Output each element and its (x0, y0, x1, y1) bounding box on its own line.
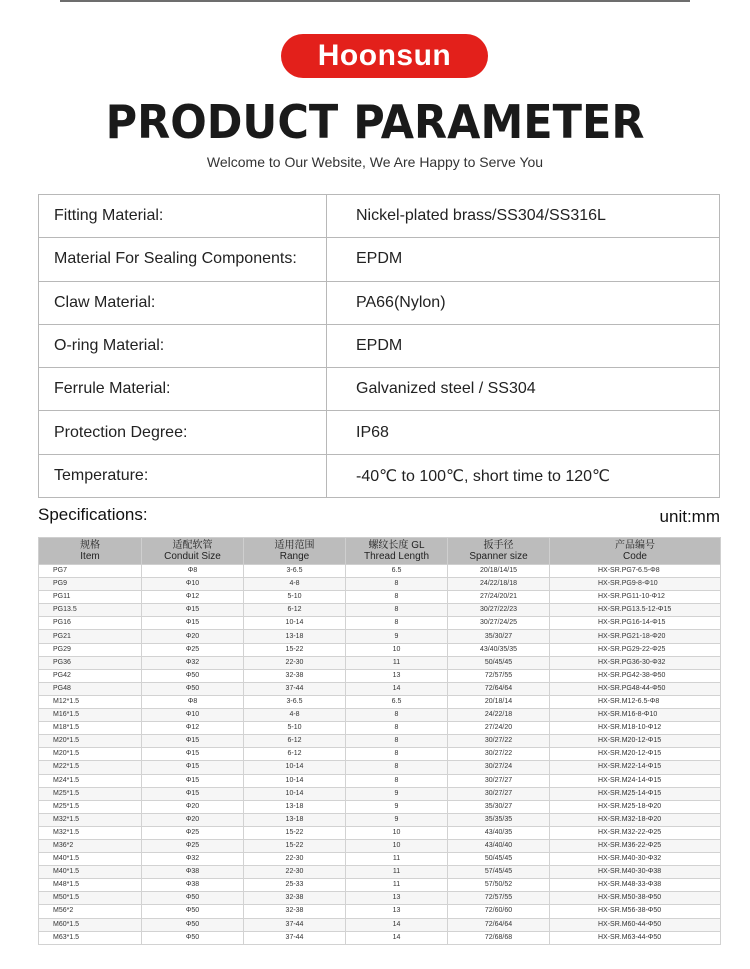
table-cell: HX-SR.M32-22-Φ25 (550, 826, 721, 839)
table-cell: Φ15 (142, 774, 244, 787)
table-cell: 10-14 (244, 787, 346, 800)
table-row (39, 735, 721, 748)
table-row (39, 800, 721, 813)
table-cell: 15-22 (244, 643, 346, 656)
table-cell: Φ32 (142, 853, 244, 866)
table-cell: M56*2 (39, 905, 142, 918)
table-cell: HX-SR.PG29-22-Φ25 (550, 643, 721, 656)
table-cell: 8 (346, 578, 448, 591)
brand-logo: Hoonsun (281, 34, 488, 78)
table-cell: HX-SR.PG9-8-Φ10 (550, 578, 721, 591)
parameter-label: Protection Degree: (39, 411, 327, 454)
table-cell: M60*1.5 (39, 918, 142, 931)
table-cell: 4-8 (244, 709, 346, 722)
table-row (39, 604, 721, 617)
table-cell: Φ20 (142, 630, 244, 643)
table-cell: Φ15 (142, 761, 244, 774)
table-cell: M18*1.5 (39, 722, 142, 735)
parameter-row (39, 324, 720, 367)
table-cell: 10 (346, 643, 448, 656)
specifications-heading: Specifications: (38, 505, 148, 524)
table-cell: HX-SR.M25-14-Φ15 (550, 787, 721, 800)
table-cell: 20/18/14 (448, 695, 550, 708)
table-cell: 13 (346, 905, 448, 918)
table-row (39, 669, 721, 682)
table-cell: M32*1.5 (39, 826, 142, 839)
table-cell: Φ38 (142, 879, 244, 892)
table-cell: PG7 (39, 565, 142, 578)
table-cell: 50/45/45 (448, 656, 550, 669)
table-cell: Φ12 (142, 591, 244, 604)
table-cell: Φ10 (142, 578, 244, 591)
column-header-cn: 扳手径 (483, 540, 514, 551)
table-cell: 10 (346, 839, 448, 852)
column-header-cn: 螺纹长度 GL (368, 540, 425, 551)
table-cell: 5-10 (244, 722, 346, 735)
table-cell: M12*1.5 (39, 695, 142, 708)
table-cell: 11 (346, 853, 448, 866)
table-cell: 30/27/24 (448, 761, 550, 774)
table-cell: 6.5 (346, 695, 448, 708)
column-header-en: Conduit Size (164, 551, 221, 562)
table-cell: 22-30 (244, 866, 346, 879)
table-cell: Φ50 (142, 669, 244, 682)
column-header (142, 538, 244, 565)
table-row (39, 905, 721, 918)
table-cell: Φ8 (142, 695, 244, 708)
table-cell: 6.5 (346, 565, 448, 578)
table-cell: Φ38 (142, 866, 244, 879)
parameter-value: Galvanized steel / SS304 (327, 368, 720, 411)
specifications-table (38, 537, 721, 945)
table-cell: Φ25 (142, 839, 244, 852)
table-cell: HX-SR.M24-14-Φ15 (550, 774, 721, 787)
column-header (550, 538, 721, 565)
table-cell: 72/57/55 (448, 892, 550, 905)
table-cell: 37-44 (244, 682, 346, 695)
table-row (39, 748, 721, 761)
parameter-value: EPDM (327, 324, 720, 367)
table-cell: HX-SR.M50-38-Φ50 (550, 892, 721, 905)
table-cell: M36*2 (39, 839, 142, 852)
table-cell: HX-SR.M20-12-Φ15 (550, 748, 721, 761)
parameter-value: IP68 (327, 411, 720, 454)
table-cell: Φ50 (142, 682, 244, 695)
column-header (39, 538, 142, 565)
column-header-cn: 适配软管 (172, 540, 213, 551)
table-row (39, 643, 721, 656)
table-cell: 30/27/27 (448, 774, 550, 787)
parameter-label: Temperature: (39, 454, 327, 497)
table-cell: M48*1.5 (39, 879, 142, 892)
table-cell: M24*1.5 (39, 774, 142, 787)
table-cell: Φ20 (142, 813, 244, 826)
parameter-label: Material For Sealing Components: (39, 238, 327, 281)
parameter-label: O-ring Material: (39, 324, 327, 367)
table-cell: HX-SR.M60-44-Φ50 (550, 918, 721, 931)
table-cell: HX-SR.M22-14-Φ15 (550, 761, 721, 774)
table-row (39, 879, 721, 892)
table-cell: 10-14 (244, 761, 346, 774)
table-cell: 10-14 (244, 617, 346, 630)
column-header-cn: 产品编号 (615, 540, 655, 551)
table-cell: HX-SR.M48-33-Φ38 (550, 879, 721, 892)
table-cell: Φ12 (142, 722, 244, 735)
table-cell: 13 (346, 669, 448, 682)
table-cell: PG36 (39, 656, 142, 669)
table-cell: HX-SR.M40-30-Φ38 (550, 866, 721, 879)
table-row (39, 774, 721, 787)
table-cell: PG48 (39, 682, 142, 695)
parameter-value: Nickel-plated brass/SS304/SS316L (327, 195, 720, 238)
table-cell: PG9 (39, 578, 142, 591)
table-cell: 13-18 (244, 630, 346, 643)
parameter-value: EPDM (327, 238, 720, 281)
table-cell: 30/27/22/23 (448, 604, 550, 617)
table-row (39, 931, 721, 944)
table-cell: 13-18 (244, 813, 346, 826)
table-cell: 72/57/55 (448, 669, 550, 682)
table-cell: 14 (346, 682, 448, 695)
table-cell: 8 (346, 709, 448, 722)
parameter-label: Claw Material: (39, 281, 327, 324)
table-cell: Φ32 (142, 656, 244, 669)
table-row (39, 839, 721, 852)
parameter-row (39, 238, 720, 281)
table-cell: 37-44 (244, 918, 346, 931)
table-cell: HX-SR.M32-18-Φ20 (550, 813, 721, 826)
table-row (39, 617, 721, 630)
table-cell: 4-8 (244, 578, 346, 591)
top-divider (60, 0, 690, 2)
table-row (39, 722, 721, 735)
table-row (39, 565, 721, 578)
column-header-en: Range (279, 551, 310, 562)
table-row (39, 709, 721, 722)
table-cell: 72/64/64 (448, 918, 550, 931)
table-cell: 24/22/18 (448, 709, 550, 722)
table-cell: 43/40/40 (448, 839, 550, 852)
table-cell: 43/40/35/35 (448, 643, 550, 656)
table-cell: 10-14 (244, 774, 346, 787)
table-cell: HX-SR.M56-38-Φ50 (550, 905, 721, 918)
table-cell: Φ50 (142, 892, 244, 905)
table-row (39, 761, 721, 774)
table-cell: Φ50 (142, 905, 244, 918)
table-cell: 5-10 (244, 591, 346, 604)
parameter-label: Ferrule Material: (39, 368, 327, 411)
column-header-cn: 规格 (80, 540, 100, 551)
table-cell: 13-18 (244, 800, 346, 813)
table-cell: M63*1.5 (39, 931, 142, 944)
table-cell: 9 (346, 800, 448, 813)
table-cell: 8 (346, 735, 448, 748)
table-cell: 8 (346, 617, 448, 630)
table-cell: 72/64/64 (448, 682, 550, 695)
column-header-en: Spanner size (469, 551, 528, 562)
table-cell: 6-12 (244, 748, 346, 761)
table-cell: 8 (346, 748, 448, 761)
table-row (39, 656, 721, 669)
table-row (39, 866, 721, 879)
table-cell: M20*1.5 (39, 735, 142, 748)
table-row (39, 578, 721, 591)
table-cell: 43/40/35 (448, 826, 550, 839)
table-cell: 30/27/22 (448, 735, 550, 748)
table-row (39, 682, 721, 695)
table-cell: M50*1.5 (39, 892, 142, 905)
table-cell: M20*1.5 (39, 748, 142, 761)
table-cell: Φ50 (142, 931, 244, 944)
table-cell: HX-SR.M63-44-Φ50 (550, 931, 721, 944)
parameter-label: Fitting Material: (39, 195, 327, 238)
page-subtitle: Welcome to Our Website, We Are Happy to Serve You (206, 154, 544, 170)
column-header-cn: 适用范围 (274, 540, 315, 551)
table-cell: 50/45/45 (448, 853, 550, 866)
table-cell: M40*1.5 (39, 866, 142, 879)
table-cell: HX-SR.M25-18-Φ20 (550, 800, 721, 813)
column-header-en: Thread Length (363, 551, 430, 562)
table-cell: 57/45/45 (448, 866, 550, 879)
table-cell: HX-SR.PG13.5-12-Φ15 (550, 604, 721, 617)
table-cell: 22-30 (244, 656, 346, 669)
table-cell: 22-30 (244, 853, 346, 866)
table-cell: HX-SR.PG36-30-Φ32 (550, 656, 721, 669)
table-cell: Φ8 (142, 565, 244, 578)
table-cell: 35/35/35 (448, 813, 550, 826)
table-cell: 11 (346, 879, 448, 892)
table-cell: 6-12 (244, 604, 346, 617)
table-row (39, 787, 721, 800)
table-cell: 13 (346, 892, 448, 905)
table-cell: 20/18/14/15 (448, 565, 550, 578)
column-header (244, 538, 346, 565)
table-cell: 30/27/24/25 (448, 617, 550, 630)
table-cell: PG11 (39, 591, 142, 604)
table-cell: Φ15 (142, 604, 244, 617)
table-cell: 35/30/27 (448, 800, 550, 813)
table-cell: Φ20 (142, 800, 244, 813)
table-cell: M32*1.5 (39, 813, 142, 826)
table-cell: 32-38 (244, 669, 346, 682)
table-cell: M16*1.5 (39, 709, 142, 722)
column-header-en: Code (623, 551, 647, 562)
table-cell: HX-SR.PG11-10-Φ12 (550, 591, 721, 604)
table-cell: 72/60/60 (448, 905, 550, 918)
table-cell: 11 (346, 866, 448, 879)
table-cell: HX-SR.PG48-44-Φ50 (550, 682, 721, 695)
table-cell: 8 (346, 591, 448, 604)
table-cell: 37-44 (244, 931, 346, 944)
table-cell: HX-SR.M40-30-Φ32 (550, 853, 721, 866)
table-cell: 8 (346, 774, 448, 787)
table-cell: 3-6.5 (244, 695, 346, 708)
parameter-value: PA66(Nylon) (327, 281, 720, 324)
column-header (448, 538, 550, 565)
table-cell: HX-SR.M12-6.5-Φ8 (550, 695, 721, 708)
table-row (39, 630, 721, 643)
table-row (39, 695, 721, 708)
table-cell: PG29 (39, 643, 142, 656)
table-cell: 3-6.5 (244, 565, 346, 578)
table-cell: 14 (346, 918, 448, 931)
table-cell: HX-SR.M20-12-Φ15 (550, 735, 721, 748)
unit-label: unit:mm (659, 507, 720, 526)
table-cell: 32-38 (244, 892, 346, 905)
table-cell: Φ15 (142, 617, 244, 630)
table-cell: PG13.5 (39, 604, 142, 617)
table-cell: 8 (346, 722, 448, 735)
table-cell: 35/30/27 (448, 630, 550, 643)
table-cell: HX-SR.PG16-14-Φ15 (550, 617, 721, 630)
table-cell: M40*1.5 (39, 853, 142, 866)
table-cell: 11 (346, 656, 448, 669)
table-cell: M25*1.5 (39, 787, 142, 800)
table-cell: Φ25 (142, 643, 244, 656)
table-row (39, 591, 721, 604)
table-cell: 10 (346, 826, 448, 839)
table-cell: HX-SR.PG7-6.5-Φ8 (550, 565, 721, 578)
table-cell: 9 (346, 787, 448, 800)
table-cell: Φ50 (142, 918, 244, 931)
table-cell: HX-SR.M16-8-Φ10 (550, 709, 721, 722)
table-row (39, 826, 721, 839)
table-cell: PG16 (39, 617, 142, 630)
table-cell: 6-12 (244, 735, 346, 748)
table-cell: Φ25 (142, 826, 244, 839)
table-cell: 8 (346, 761, 448, 774)
parameter-value: -40℃ to 100℃, short time to 120℃ (327, 454, 720, 497)
table-cell: HX-SR.M18-10-Φ12 (550, 722, 721, 735)
table-cell: 25-33 (244, 879, 346, 892)
table-cell: Φ15 (142, 748, 244, 761)
table-row (39, 813, 721, 826)
page-title: PRODUCT PARAMETER (105, 96, 645, 150)
table-cell: 24/22/18/18 (448, 578, 550, 591)
table-cell: 9 (346, 630, 448, 643)
table-cell: 30/27/22 (448, 748, 550, 761)
table-cell: 30/27/27 (448, 787, 550, 800)
table-cell: M22*1.5 (39, 761, 142, 774)
table-cell: HX-SR.PG42-38-Φ50 (550, 669, 721, 682)
table-cell: 72/68/68 (448, 931, 550, 944)
parameter-row (39, 195, 720, 238)
table-cell: 15-22 (244, 839, 346, 852)
column-header-en: Item (80, 551, 100, 562)
table-cell: 9 (346, 813, 448, 826)
table-cell: 27/24/20/21 (448, 591, 550, 604)
table-cell: PG42 (39, 669, 142, 682)
table-cell: 8 (346, 604, 448, 617)
table-cell: 15-22 (244, 826, 346, 839)
column-header (346, 538, 448, 565)
table-row (39, 918, 721, 931)
table-cell: 32-38 (244, 905, 346, 918)
parameter-row (39, 368, 720, 411)
parameter-row (39, 281, 720, 324)
table-cell: 27/24/20 (448, 722, 550, 735)
table-cell: 57/50/52 (448, 879, 550, 892)
parameter-row (39, 411, 720, 454)
table-cell: HX-SR.PG21-18-Φ20 (550, 630, 721, 643)
table-cell: HX-SR.M36-22-Φ25 (550, 839, 721, 852)
parameter-table (38, 194, 720, 498)
table-cell: PG21 (39, 630, 142, 643)
table-cell: M25*1.5 (39, 800, 142, 813)
parameter-row (39, 454, 720, 497)
table-row (39, 892, 721, 905)
table-row (39, 853, 721, 866)
table-cell: Φ15 (142, 735, 244, 748)
table-cell: Φ10 (142, 709, 244, 722)
table-cell: Φ15 (142, 787, 244, 800)
table-cell: 14 (346, 931, 448, 944)
